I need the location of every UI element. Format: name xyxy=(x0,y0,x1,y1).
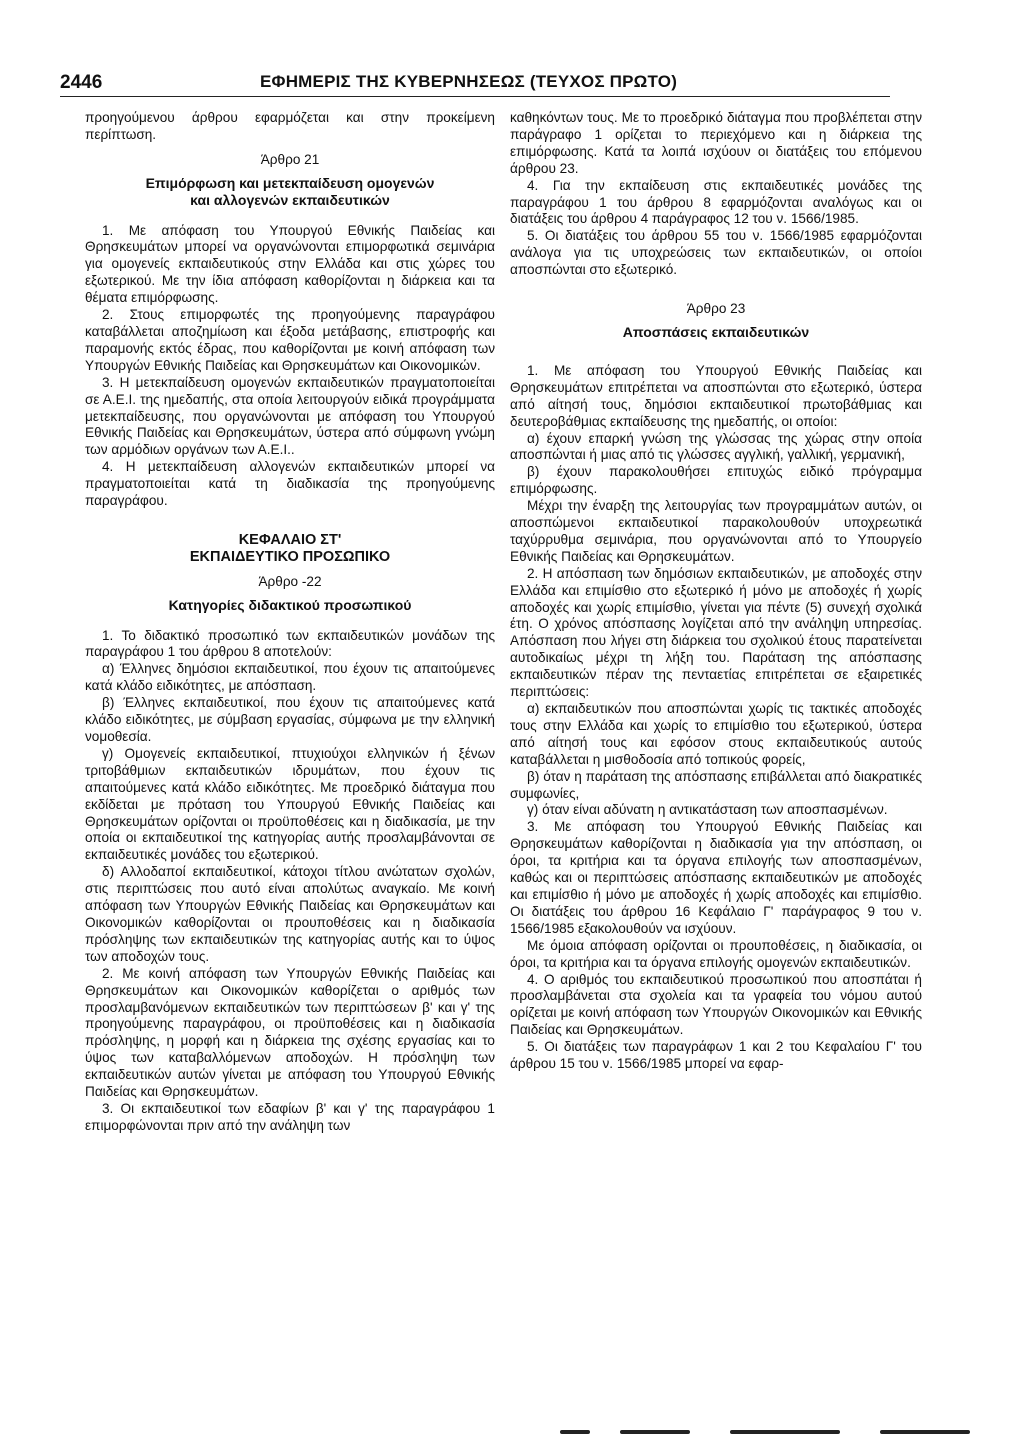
scan-mark xyxy=(560,1430,590,1434)
article-23-paragraph-2-item-c: γ) όταν είναι αδύνατη η αντικατάσταση των αποσπασμένων. xyxy=(527,802,888,818)
running-title: ΕΦΗΜΕΡΙΣ ΤΗΣ ΚΥΒΕΡΝΗΣΕΩΣ (ΤΕΥΧΟΣ ΠΡΩΤΟ) xyxy=(260,72,678,91)
article-23-number: Άρθρο 23 xyxy=(686,301,746,317)
article-21-title-line2: και αλλογενών εκπαιδευτικών xyxy=(190,191,390,208)
article-23-paragraph-5: 5. Οι διατάξεις των παραγράφων 1 και 2 του Κεφαλαίου Γ' του άρθρου 15 του ν. 1566/1985 μπορεί να εφαρ- xyxy=(510,1039,922,1072)
article-22-number: Άρθρο -22 xyxy=(258,573,322,589)
page-number: 2446 xyxy=(60,72,103,93)
article-23-paragraph-1: 1. Με απόφαση του Υπουργού Εθνικής Παιδείας και Θρησκευμάτων επιτρέπεται να αποσπώνται στο εξωτερικό, ύστερα από αίτησή τους, δημόσιοι εκπαιδευτικοί πρωτοβάθμιας και δευτεροβάθμιας εκπαίδευσης της ημεδαπής, οι οποίοι: xyxy=(510,362,922,429)
scan-artifact-marks xyxy=(560,1428,980,1438)
article-23-item-a: α) έχουν επαρκή γνώση της γλώσσας της χώρας στην οποία αποσπώνται ή μιας από τις γλώσσες αγγλική, γαλλική, γερμανική, xyxy=(510,430,922,463)
article-22-item-b: β) Έλληνες εκπαιδευτικοί, που έχουν τις απαιτούμενες κατά κλάδο ειδικότητες, με σύμβαση εργασίας, σύμφωνα με την ελληνική νομοθεσία. xyxy=(85,695,495,744)
article-23-title: Αποσπάσεις εκπαιδευτικών xyxy=(622,323,810,340)
article-21-paragraph-4: 4. Η μετεκπαίδευση αλλογενών εκπαιδευτικών μπορεί να πραγματοποιείται κατά τη διαδικασία της προηγούμενης παραγράφου. xyxy=(85,459,495,509)
article-23-paragraph-3: 3. Με απόφαση του Υπουργού Εθνικής Παιδείας και Θρησκευμάτων καθορίζονται η διαδικασία για την απόσπαση, οι όροι, τα κριτήρια και τα όργανα επιλογής των αποσπασμένων, καθώς και οι περιπτώσεις απόσπασης εκπαιδευτικών με αποδοχές και επιμίσθιο ή μόνο με αποδοχές ή χωρίς αποδοχές και επιμίσθιο. Οι διατάξεις του άρθρου 16 Κεφάλαιο Γ' παράγραφος 9 του ν. 1566/1985 εξακολουθούν να ισχύουν. xyxy=(510,819,922,936)
article-23-paragraph-1-cont: Μέχρι την έναρξη της λειτουργίας των προγραμμάτων αυτών, οι αποσπώμενοι εκπαιδευτικοί παρακολουθούν υποχρεωτικά ταχύρρυθμα σεμινάρια, που οργανώνονται από το Υπουργείο Εθνικής Παιδείας και Θρησκευμάτων. xyxy=(510,498,922,564)
intro-paragraph: προηγούμενου άρθρου εφαρμόζεται και στην προκείμενη περίπτωση. xyxy=(85,110,495,142)
article-22-paragraph-4: 4. Για την εκπαίδευση στις εκπαιδευτικές μονάδες της παραγράφου 1 του άρθρου 8 εφαρμόζονται αναλόγως και οι διατάξεις του άρθρου 4 παράγραφος 12 του ν. 1566/1985. xyxy=(510,177,922,227)
article-21-number: Άρθρο 21 xyxy=(260,151,320,167)
chapter-number: ΚΕΦΑΛΑΙΟ ΣΤ' xyxy=(238,531,342,548)
article-22-paragraph-1: 1. Το διδακτικό προσωπικό των εκπαιδευτικών μονάδων της παραγράφου 1 του άρθρου 8 αποτελούν: xyxy=(85,627,495,660)
article-23-item-b: β) έχουν παρακολουθήσει επιτυχώς ειδικό πρόγραμμα επιμόρφωσης. xyxy=(510,464,922,497)
article-22-paragraph-2: 2. Με κοινή απόφαση των Υπουργών Εθνικής Παιδείας και Θρησκευμάτων και Οικονομικών καθορίζεται ο αριθμός των προσλαμβανόμενων εκπαιδευτικών των περιπτώσεων β' και γ' της προηγούμενης παραγράφου, οι προϋποθέσεις και η διαδικασία πρόσληψης, η μορφή και η διάρκεια της σχέσης εργασίας και το ύψος των καταβαλλόμενων αποδοχών. Η πρόσληψη των εκπαιδευτικών αυτών γίνεται με απόφαση του Υπουργού Εθνικής Παιδείας και Θρησκευμάτων. xyxy=(85,965,495,1100)
article-23-paragraph-2-item-a: α) εκπαιδευτικών που αποσπώνται χωρίς τις τακτικές αποδοχές τους στην Ελλάδα και χωρίς το επιμίσθιο του εξωτερικού, ύστερα από αίτησή τους και εφόσον στους εκπαιδευτικούς αυτούς καταβάλλεται η μισθοδοσία από τοπικούς φορείς, xyxy=(510,701,922,767)
article-22-item-c: γ) Ομογενείς εκπαιδευτικοί, πτυχιούχοι ελληνικών ή ξένων τριτοβάθμιων εκπαιδευτικών ιδρυμάτων, που έχουν τις απαιτούμενες κατά κλάδο ειδικότητες. Με προεδρικό διάταγμα που εκδίδεται με πρόταση του Υπουργού Εθνικής Παιδείας και Θρησκευμάτων ορίζονται οι προϋποθέσεις και η διαδικασία, με την οποία οι εκπαιδευτικοί της κατηγορίας αυτής προσλαμβάνονται σε εκπαιδευτικές μονάδες του εξωτερικού. xyxy=(85,745,495,863)
article-22-paragraph-3: 3. Οι εκπαιδευτικοί των εδαφίων β' και γ' της παραγράφου 1 επιμορφώνονται πριν από την ανάληψη των xyxy=(85,1100,495,1133)
left-column xyxy=(85,110,495,1135)
article-22-paragraph-5: 5. Οι διατάξεις του άρθρου 55 του ν. 1566/1985 εφαρμόζονται ανάλογα για τις υποχρεώσεις των εκπαιδευτικών, οι οποίοι αποσπώνται στο εξωτερικό. xyxy=(510,228,922,278)
article-23-paragraph-2: 2. Η απόσπαση των δημόσιων εκπαιδευτικών, με αποδοχές στην Ελλάδα και επιμίσθιο στο εξωτερικό ή μόνο με αποδοχές ή χωρίς αποδοχές και χωρίς επιμίσθιο, γίνεται για πέντε (5) συνεχή σχολικά έτη. Ο χρόνος απόσπασης λογίζεται από την ανάληψη υπηρεσίας. Απόσπαση που λήγει στη διάρκεια του σχολικού έτους παρατείνεται αυτοδικαίως μέχρι τη λήξη του. Παράταση της απόσπασης εκπαιδευτικών πέραν της πενταετίας επιτρέπεται σε εξαιρετικές περιπτώσεις: xyxy=(510,565,922,700)
right-column xyxy=(510,110,922,1073)
header-rule xyxy=(60,96,890,97)
scan-mark xyxy=(880,1430,970,1434)
scan-mark xyxy=(620,1430,690,1434)
article-22-title: Κατηγορίες διδακτικού προσωπικού xyxy=(168,596,412,613)
article-23-paragraph-4: 4. Ο αριθμός του εκπαιδευτικού προσωπικού που αποσπάται ή προσλαμβάνεται στα σχολεία και τα γραφεία του νόμου αυτού ορίζεται με κοινή απόφαση των Υπουργών Οικονομικών και Εθνικής Παιδείας και Θρησκευμάτων. xyxy=(510,971,922,1038)
article-21-paragraph-1: 1. Με απόφαση του Υπουργού Εθνικής Παιδείας και Θρησκευμάτων μπορεί να οργανώνονται επιμορφωτικά σεμινάρια για ομογενείς εκπαιδευτικούς στην Ελλάδα και στις χώρες του εξωτερικού. Με την ίδια απόφαση καθορίζονται η διάρκεια και τα θέματα επιμόρφωσης. xyxy=(85,222,495,306)
article-23-paragraph-2-item-b: β) όταν η παράταση της απόσπασης επιβάλλεται από διακρατικές συμφωνίες, xyxy=(510,768,922,801)
page-header xyxy=(60,72,890,96)
article-21-paragraph-2: 2. Στους επιμορφωτές της προηγούμενης παραγράφου καταβάλλεται αποζημίωση και έξοδα μετάβασης, επιστροφής και παραμονής εκτός έδρας, που καθορίζονται με κοινή απόφαση των Υπουργών Εθνικής Παιδείας και Θρησκευμάτων και Οικονομικών. xyxy=(85,307,495,373)
article-22-item-a: α) Έλληνες δημόσιοι εκπαιδευτικοί, που έχουν τις απαιτούμενες κατά κλάδο ειδικότητες, με απόσπαση. xyxy=(85,661,495,694)
article-21-title-line1: Επιμόρφωση και μετεκπαίδευση ομογενών xyxy=(145,174,435,191)
scan-mark xyxy=(730,1430,840,1434)
article-21-paragraph-3: 3. Η μετεκπαίδευση ομογενών εκπαιδευτικών πραγματοποιείται σε Α.Ε.Ι. της ημεδαπής, στα οποία λειτουργούν ειδικά προγράμματα μετεκπαίδευσης, που οργανώνονται με απόφαση του Υπουργού Εθνικής Παιδείας και Θρησκευμάτων, ύστερα από σύμφωνη γνώμη των αρμόδιων οργάνων των Α.Ε.Ι.. xyxy=(85,374,495,458)
chapter-title: ΕΚΠΑΙΔΕΥΤΙΚΟ ΠΡΟΣΩΠΙΚΟ xyxy=(189,548,391,565)
article-22-item-d: δ) Αλλοδαποί εκπαιδευτικοί, κάτοχοι τίτλου ανώτατων σχολών, στις περιπτώσεις που αυτό είναι απολύτως αναγκαίο. Με κοινή απόφαση των Υπουργών Εθνικής Παιδείας και Θρησκευμάτων και Οικονομικών καθορίζονται οι προυποθέσεις και η διαδικασία πρόσληψης των εκπαιδευτικών της κατηγορίας αυτής και το ύψος των αποδοχών τους. xyxy=(85,864,495,964)
article-23-paragraph-3-cont: Με όμοια απόφαση ορίζονται οι προυποθέσεις, η διαδικασία, οι όροι, τα κριτήρια και τα όργανα επιλογής ομογενών εκπαιδευτικών. xyxy=(510,937,922,970)
article-22-continuation: καθηκόντων τους. Με το προεδρικό διάταγμα που προβλέπεται στην παράγραφο 1 ορίζεται το περιεχόμενο και η διάρκεια της επιμόρφωσης. Κατά τα λοιπά ισχύουν οι διατάξεις του επόμενου άρθρου 23. xyxy=(510,110,922,176)
